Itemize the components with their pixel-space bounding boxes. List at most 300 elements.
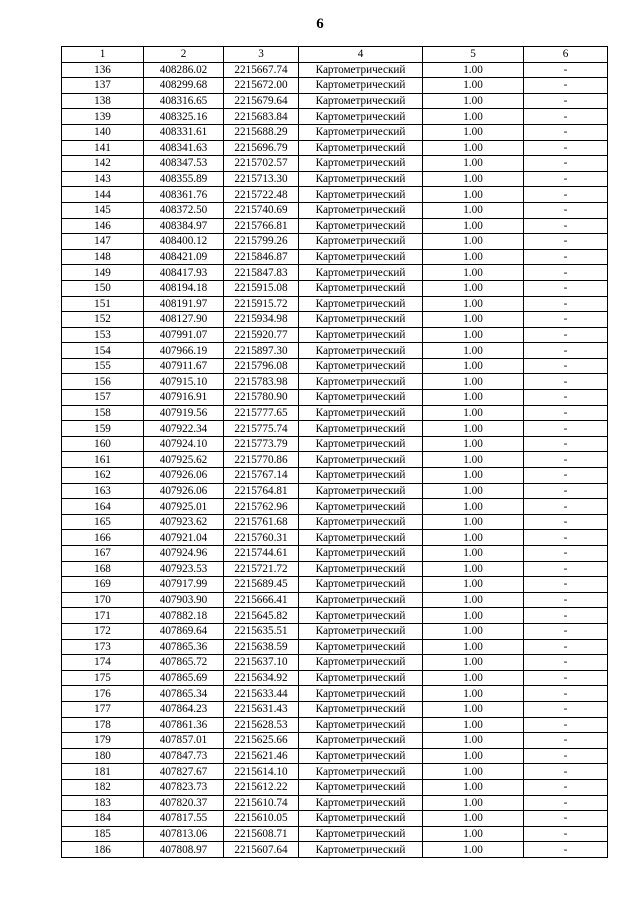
y-coordinate-cell: 2215740.69	[224, 202, 299, 218]
y-coordinate-cell: 2215683.84	[224, 109, 299, 125]
accuracy-cell: 1.00	[423, 468, 524, 484]
accuracy-cell: 1.00	[423, 234, 524, 250]
y-coordinate-cell: 2215696.79	[224, 140, 299, 156]
x-coordinate-cell: 408384.97	[144, 218, 224, 234]
method-cell: Картометрический	[299, 358, 423, 374]
y-coordinate-cell: 2215920.77	[224, 327, 299, 343]
method-cell: Картометрический	[299, 62, 423, 78]
table-row	[62, 249, 608, 265]
description-cell: -	[524, 733, 608, 749]
x-coordinate-cell: 407917.99	[144, 577, 224, 593]
accuracy-cell: 1.00	[423, 717, 524, 733]
description-cell: -	[524, 109, 608, 125]
method-cell: Картометрический	[299, 78, 423, 94]
method-cell: Картометрический	[299, 421, 423, 437]
table-row	[62, 592, 608, 608]
description-cell: -	[524, 280, 608, 296]
x-coordinate-cell: 408341.63	[144, 140, 224, 156]
description-cell: -	[524, 686, 608, 702]
y-coordinate-cell: 2215667.74	[224, 62, 299, 78]
point-number-cell: 155	[62, 358, 144, 374]
x-coordinate-cell: 407865.36	[144, 639, 224, 655]
point-number-cell: 147	[62, 234, 144, 250]
point-number-cell: 137	[62, 78, 144, 94]
table-row	[62, 733, 608, 749]
table-row	[62, 93, 608, 109]
description-cell: -	[524, 343, 608, 359]
y-coordinate-cell: 2215777.65	[224, 405, 299, 421]
method-cell: Картометрический	[299, 468, 423, 484]
x-coordinate-cell: 408299.68	[144, 78, 224, 94]
accuracy-cell: 1.00	[423, 670, 524, 686]
x-coordinate-cell: 408286.02	[144, 62, 224, 78]
description-cell: -	[524, 62, 608, 78]
x-coordinate-cell: 408417.93	[144, 265, 224, 281]
accuracy-cell: 1.00	[423, 327, 524, 343]
table-row	[62, 218, 608, 234]
method-cell: Картометрический	[299, 842, 423, 858]
table-row	[62, 842, 608, 858]
table-row	[62, 639, 608, 655]
accuracy-cell: 1.00	[423, 795, 524, 811]
point-number-cell: 140	[62, 124, 144, 140]
x-coordinate-cell: 407864.23	[144, 701, 224, 717]
table-row	[62, 124, 608, 140]
x-coordinate-cell: 407865.69	[144, 670, 224, 686]
method-cell: Картометрический	[299, 187, 423, 203]
accuracy-cell: 1.00	[423, 577, 524, 593]
description-cell: -	[524, 826, 608, 842]
column-header-point-number: 1	[62, 47, 144, 63]
y-coordinate-cell: 2215783.98	[224, 374, 299, 390]
point-number-cell: 142	[62, 156, 144, 172]
point-number-cell: 185	[62, 826, 144, 842]
y-coordinate-cell: 2215773.79	[224, 436, 299, 452]
point-number-cell: 180	[62, 748, 144, 764]
description-cell: -	[524, 530, 608, 546]
x-coordinate-cell: 407991.07	[144, 327, 224, 343]
description-cell: -	[524, 748, 608, 764]
method-cell: Картометрический	[299, 202, 423, 218]
table-row	[62, 312, 608, 328]
method-cell: Картометрический	[299, 452, 423, 468]
table-row	[62, 405, 608, 421]
method-cell: Картометрический	[299, 639, 423, 655]
y-coordinate-cell: 2215645.82	[224, 608, 299, 624]
x-coordinate-cell: 408361.76	[144, 187, 224, 203]
description-cell: -	[524, 78, 608, 94]
x-coordinate-cell: 407823.73	[144, 779, 224, 795]
x-coordinate-cell: 407926.06	[144, 468, 224, 484]
point-number-cell: 149	[62, 265, 144, 281]
description-cell: -	[524, 670, 608, 686]
table-row	[62, 764, 608, 780]
x-coordinate-cell: 407865.72	[144, 655, 224, 671]
description-cell: -	[524, 405, 608, 421]
description-cell: -	[524, 499, 608, 515]
x-coordinate-cell: 407919.56	[144, 405, 224, 421]
y-coordinate-cell: 2215915.08	[224, 280, 299, 296]
accuracy-cell: 1.00	[423, 655, 524, 671]
description-cell: -	[524, 249, 608, 265]
y-coordinate-cell: 2215846.87	[224, 249, 299, 265]
y-coordinate-cell: 2215633.44	[224, 686, 299, 702]
method-cell: Картометрический	[299, 109, 423, 125]
point-number-cell: 145	[62, 202, 144, 218]
method-cell: Картометрический	[299, 280, 423, 296]
x-coordinate-cell: 407827.67	[144, 764, 224, 780]
table-row	[62, 811, 608, 827]
point-number-cell: 166	[62, 530, 144, 546]
description-cell: -	[524, 452, 608, 468]
point-number-cell: 183	[62, 795, 144, 811]
point-number-cell: 136	[62, 62, 144, 78]
table-row	[62, 795, 608, 811]
accuracy-cell: 1.00	[423, 608, 524, 624]
description-cell: -	[524, 623, 608, 639]
table-row	[62, 468, 608, 484]
table-row	[62, 358, 608, 374]
y-coordinate-cell: 2215799.26	[224, 234, 299, 250]
method-cell: Картометрический	[299, 265, 423, 281]
description-cell: -	[524, 436, 608, 452]
method-cell: Картометрический	[299, 764, 423, 780]
accuracy-cell: 1.00	[423, 156, 524, 172]
point-number-cell: 146	[62, 218, 144, 234]
table-row	[62, 499, 608, 515]
table-row	[62, 187, 608, 203]
method-cell: Картометрический	[299, 530, 423, 546]
point-number-cell: 144	[62, 187, 144, 203]
point-number-cell: 150	[62, 280, 144, 296]
accuracy-cell: 1.00	[423, 842, 524, 858]
table-row	[62, 171, 608, 187]
method-cell: Картометрический	[299, 779, 423, 795]
point-number-cell: 167	[62, 546, 144, 562]
point-number-cell: 152	[62, 312, 144, 328]
point-number-cell: 159	[62, 421, 144, 437]
accuracy-cell: 1.00	[423, 623, 524, 639]
table-row	[62, 156, 608, 172]
point-number-cell: 182	[62, 779, 144, 795]
point-number-cell: 177	[62, 701, 144, 717]
y-coordinate-cell: 2215610.05	[224, 811, 299, 827]
table-row	[62, 717, 608, 733]
x-coordinate-cell: 407916.91	[144, 390, 224, 406]
y-coordinate-cell: 2215722.48	[224, 187, 299, 203]
table-row	[62, 234, 608, 250]
accuracy-cell: 1.00	[423, 296, 524, 312]
description-cell: -	[524, 811, 608, 827]
x-coordinate-cell: 407925.01	[144, 499, 224, 515]
accuracy-cell: 1.00	[423, 733, 524, 749]
description-cell: -	[524, 717, 608, 733]
description-cell: -	[524, 655, 608, 671]
table-row	[62, 670, 608, 686]
y-coordinate-cell: 2215767.14	[224, 468, 299, 484]
method-cell: Картометрический	[299, 218, 423, 234]
x-coordinate-cell: 407808.97	[144, 842, 224, 858]
column-header-accuracy: 5	[423, 47, 524, 63]
method-cell: Картометрический	[299, 748, 423, 764]
method-cell: Картометрический	[299, 171, 423, 187]
x-coordinate-cell: 408372.50	[144, 202, 224, 218]
x-coordinate-cell: 407865.34	[144, 686, 224, 702]
table-row	[62, 452, 608, 468]
method-cell: Картометрический	[299, 514, 423, 530]
point-number-cell: 138	[62, 93, 144, 109]
x-coordinate-cell: 407924.10	[144, 436, 224, 452]
y-coordinate-cell: 2215625.66	[224, 733, 299, 749]
y-coordinate-cell: 2215744.61	[224, 546, 299, 562]
method-cell: Картометрический	[299, 701, 423, 717]
method-cell: Картометрический	[299, 390, 423, 406]
x-coordinate-cell: 407869.64	[144, 623, 224, 639]
point-number-cell: 184	[62, 811, 144, 827]
accuracy-cell: 1.00	[423, 764, 524, 780]
y-coordinate-cell: 2215721.72	[224, 561, 299, 577]
accuracy-cell: 1.00	[423, 93, 524, 109]
method-cell: Картометрический	[299, 546, 423, 562]
y-coordinate-cell: 2215621.46	[224, 748, 299, 764]
table-row	[62, 546, 608, 562]
accuracy-cell: 1.00	[423, 171, 524, 187]
accuracy-cell: 1.00	[423, 686, 524, 702]
description-cell: -	[524, 390, 608, 406]
table-row	[62, 343, 608, 359]
x-coordinate-cell: 408325.16	[144, 109, 224, 125]
description-cell: -	[524, 639, 608, 655]
x-coordinate-cell: 407926.06	[144, 483, 224, 499]
y-coordinate-cell: 2215612.22	[224, 779, 299, 795]
accuracy-cell: 1.00	[423, 109, 524, 125]
coordinates-table	[61, 46, 608, 858]
point-number-cell: 170	[62, 592, 144, 608]
x-coordinate-cell: 407847.73	[144, 748, 224, 764]
method-cell: Картометрический	[299, 93, 423, 109]
point-number-cell: 163	[62, 483, 144, 499]
x-coordinate-cell: 407911.67	[144, 358, 224, 374]
description-cell: -	[524, 202, 608, 218]
point-number-cell: 161	[62, 452, 144, 468]
table-row	[62, 62, 608, 78]
method-cell: Картометрический	[299, 795, 423, 811]
y-coordinate-cell: 2215688.29	[224, 124, 299, 140]
description-cell: -	[524, 701, 608, 717]
description-cell: -	[524, 358, 608, 374]
method-cell: Картометрический	[299, 608, 423, 624]
description-cell: -	[524, 218, 608, 234]
accuracy-cell: 1.00	[423, 249, 524, 265]
description-cell: -	[524, 171, 608, 187]
point-number-cell: 148	[62, 249, 144, 265]
x-coordinate-cell: 408347.53	[144, 156, 224, 172]
table-row	[62, 779, 608, 795]
page-number: 6	[316, 16, 324, 32]
accuracy-cell: 1.00	[423, 140, 524, 156]
method-cell: Картометрический	[299, 327, 423, 343]
description-cell: -	[524, 93, 608, 109]
table-row	[62, 296, 608, 312]
point-number-cell: 158	[62, 405, 144, 421]
description-cell: -	[524, 514, 608, 530]
y-coordinate-cell: 2215607.64	[224, 842, 299, 858]
method-cell: Картометрический	[299, 483, 423, 499]
method-cell: Картометрический	[299, 140, 423, 156]
y-coordinate-cell: 2215770.86	[224, 452, 299, 468]
x-coordinate-cell: 407966.19	[144, 343, 224, 359]
x-coordinate-cell: 408331.61	[144, 124, 224, 140]
point-number-cell: 160	[62, 436, 144, 452]
accuracy-cell: 1.00	[423, 390, 524, 406]
accuracy-cell: 1.00	[423, 218, 524, 234]
point-number-cell: 143	[62, 171, 144, 187]
point-number-cell: 154	[62, 343, 144, 359]
accuracy-cell: 1.00	[423, 561, 524, 577]
method-cell: Картометрический	[299, 405, 423, 421]
y-coordinate-cell: 2215634.92	[224, 670, 299, 686]
table-row	[62, 623, 608, 639]
table-row	[62, 78, 608, 94]
accuracy-cell: 1.00	[423, 811, 524, 827]
y-coordinate-cell: 2215897.30	[224, 343, 299, 359]
accuracy-cell: 1.00	[423, 701, 524, 717]
description-cell: -	[524, 156, 608, 172]
description-cell: -	[524, 546, 608, 562]
description-cell: -	[524, 577, 608, 593]
point-number-cell: 165	[62, 514, 144, 530]
y-coordinate-cell: 2215672.00	[224, 78, 299, 94]
method-cell: Картометрический	[299, 436, 423, 452]
accuracy-cell: 1.00	[423, 78, 524, 94]
header-row	[62, 47, 608, 63]
point-number-cell: 139	[62, 109, 144, 125]
column-header-x: 2	[144, 47, 224, 63]
table-row	[62, 608, 608, 624]
x-coordinate-cell: 407903.90	[144, 592, 224, 608]
x-coordinate-cell: 407925.62	[144, 452, 224, 468]
table-row	[62, 514, 608, 530]
x-coordinate-cell: 407924.96	[144, 546, 224, 562]
description-cell: -	[524, 608, 608, 624]
y-coordinate-cell: 2215614.10	[224, 764, 299, 780]
x-coordinate-cell: 408127.90	[144, 312, 224, 328]
accuracy-cell: 1.00	[423, 499, 524, 515]
y-coordinate-cell: 2215934.98	[224, 312, 299, 328]
accuracy-cell: 1.00	[423, 405, 524, 421]
description-cell: -	[524, 795, 608, 811]
accuracy-cell: 1.00	[423, 748, 524, 764]
x-coordinate-cell: 407923.53	[144, 561, 224, 577]
method-cell: Картометрический	[299, 686, 423, 702]
description-cell: -	[524, 468, 608, 484]
description-cell: -	[524, 764, 608, 780]
method-cell: Картометрический	[299, 343, 423, 359]
accuracy-cell: 1.00	[423, 826, 524, 842]
point-number-cell: 151	[62, 296, 144, 312]
accuracy-cell: 1.00	[423, 124, 524, 140]
table-row	[62, 686, 608, 702]
y-coordinate-cell: 2215638.59	[224, 639, 299, 655]
point-number-cell: 175	[62, 670, 144, 686]
method-cell: Картометрический	[299, 811, 423, 827]
table-row	[62, 280, 608, 296]
y-coordinate-cell: 2215608.71	[224, 826, 299, 842]
point-number-cell: 157	[62, 390, 144, 406]
table-body	[62, 62, 608, 857]
y-coordinate-cell: 2215679.64	[224, 93, 299, 109]
table-row	[62, 561, 608, 577]
y-coordinate-cell: 2215689.45	[224, 577, 299, 593]
accuracy-cell: 1.00	[423, 483, 524, 499]
x-coordinate-cell: 408421.09	[144, 249, 224, 265]
table-row	[62, 265, 608, 281]
x-coordinate-cell: 407882.18	[144, 608, 224, 624]
y-coordinate-cell: 2215666.41	[224, 592, 299, 608]
point-number-cell: 172	[62, 623, 144, 639]
x-coordinate-cell: 408191.97	[144, 296, 224, 312]
accuracy-cell: 1.00	[423, 546, 524, 562]
method-cell: Картометрический	[299, 296, 423, 312]
x-coordinate-cell: 407820.37	[144, 795, 224, 811]
table-row	[62, 483, 608, 499]
column-header-y: 3	[224, 47, 299, 63]
accuracy-cell: 1.00	[423, 514, 524, 530]
method-cell: Картометрический	[299, 234, 423, 250]
x-coordinate-cell: 408316.65	[144, 93, 224, 109]
x-coordinate-cell: 407923.62	[144, 514, 224, 530]
description-cell: -	[524, 842, 608, 858]
method-cell: Картометрический	[299, 312, 423, 328]
method-cell: Картометрический	[299, 733, 423, 749]
description-cell: -	[524, 187, 608, 203]
table-row	[62, 655, 608, 671]
table-row	[62, 202, 608, 218]
point-number-cell: 171	[62, 608, 144, 624]
accuracy-cell: 1.00	[423, 265, 524, 281]
accuracy-cell: 1.00	[423, 187, 524, 203]
method-cell: Картометрический	[299, 655, 423, 671]
description-cell: -	[524, 779, 608, 795]
accuracy-cell: 1.00	[423, 592, 524, 608]
x-coordinate-cell: 407861.36	[144, 717, 224, 733]
y-coordinate-cell: 2215637.10	[224, 655, 299, 671]
table-row	[62, 701, 608, 717]
y-coordinate-cell: 2215631.43	[224, 701, 299, 717]
description-cell: -	[524, 265, 608, 281]
accuracy-cell: 1.00	[423, 436, 524, 452]
point-number-cell: 153	[62, 327, 144, 343]
table-row	[62, 577, 608, 593]
table-row	[62, 530, 608, 546]
method-cell: Картометрический	[299, 592, 423, 608]
table-row	[62, 421, 608, 437]
y-coordinate-cell: 2215760.31	[224, 530, 299, 546]
y-coordinate-cell: 2215766.81	[224, 218, 299, 234]
accuracy-cell: 1.00	[423, 280, 524, 296]
method-cell: Картометрический	[299, 499, 423, 515]
description-cell: -	[524, 374, 608, 390]
y-coordinate-cell: 2215796.08	[224, 358, 299, 374]
method-cell: Картометрический	[299, 717, 423, 733]
table-row	[62, 390, 608, 406]
point-number-cell: 179	[62, 733, 144, 749]
method-cell: Картометрический	[299, 374, 423, 390]
description-cell: -	[524, 327, 608, 343]
x-coordinate-cell: 407921.04	[144, 530, 224, 546]
method-cell: Картометрический	[299, 670, 423, 686]
point-number-cell: 174	[62, 655, 144, 671]
